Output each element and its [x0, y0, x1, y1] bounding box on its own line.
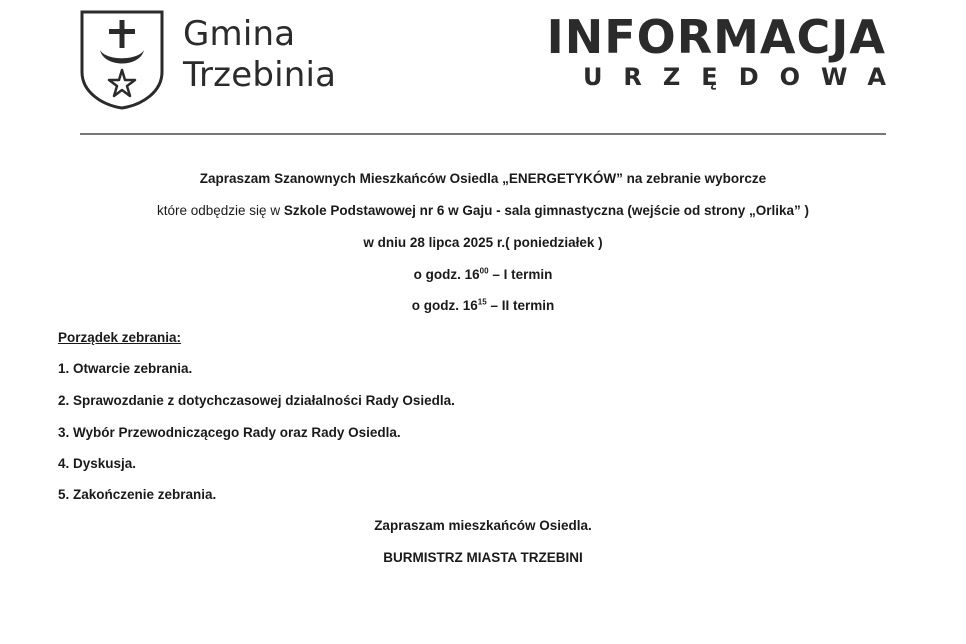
term-2-prefix: o godz. 16: [411, 298, 478, 313]
letterhead: [0, 0, 966, 140]
closing-invitation: Zapraszam mieszkańców Osiedla.: [374, 518, 592, 533]
agenda-item: 1. Otwarcie zebrania.: [58, 361, 193, 376]
municipality-name-line2: Trzebinia: [183, 55, 337, 95]
term-1-suffix: – I termin: [488, 267, 553, 282]
document-title: [546, 10, 907, 92]
agenda-item: 5. Zakończenie zebrania.: [58, 487, 217, 502]
invitation-venue: Szkole Podstawowej nr 6 w Gaju - sala gimnastyczna (wejście od strony „Orlika” ): [283, 203, 809, 218]
signature: BURMISTRZ MIASTA TRZEBINI: [383, 550, 583, 565]
invitation-line-1: Zapraszam Szanownych Mieszkańców Osiedla „ENERGETYKÓW” na zebranie wyborcze: [199, 171, 767, 186]
invitation-line-2-prefix: które odbędzie się w: [157, 203, 284, 218]
invitation-term-2: [0, 298, 966, 313]
coat-of-arms-icon: [80, 10, 164, 110]
municipality-name: [183, 14, 336, 96]
term-2-suffix: – II termin: [486, 298, 555, 313]
document-title-main: INFORMACJA: [546, 10, 886, 64]
agenda-item: 2. Sprawozdanie z dotychczasowej działalności Rady Osiedla.: [58, 393, 455, 408]
term-1-minutes: 00: [479, 266, 489, 276]
term-1-prefix: o godz. 16: [413, 267, 480, 282]
header-divider: [80, 133, 886, 135]
agenda-heading: Porządek zebrania:: [58, 330, 182, 345]
invitation-line-2: [0, 203, 966, 218]
term-2-minutes: 15: [477, 297, 487, 307]
invitation-date: w dniu 28 lipca 2025 r.( poniedziałek ): [363, 235, 603, 250]
agenda-item: 4. Dyskusja.: [58, 456, 137, 471]
agenda-item: 3. Wybór Przewodniczącego Rady oraz Rady Osiedla.: [58, 425, 401, 440]
municipality-name-line1: Gmina: [183, 14, 296, 54]
document-title-sub: URZĘDOWA: [582, 63, 907, 91]
invitation-term-1: [0, 267, 966, 282]
